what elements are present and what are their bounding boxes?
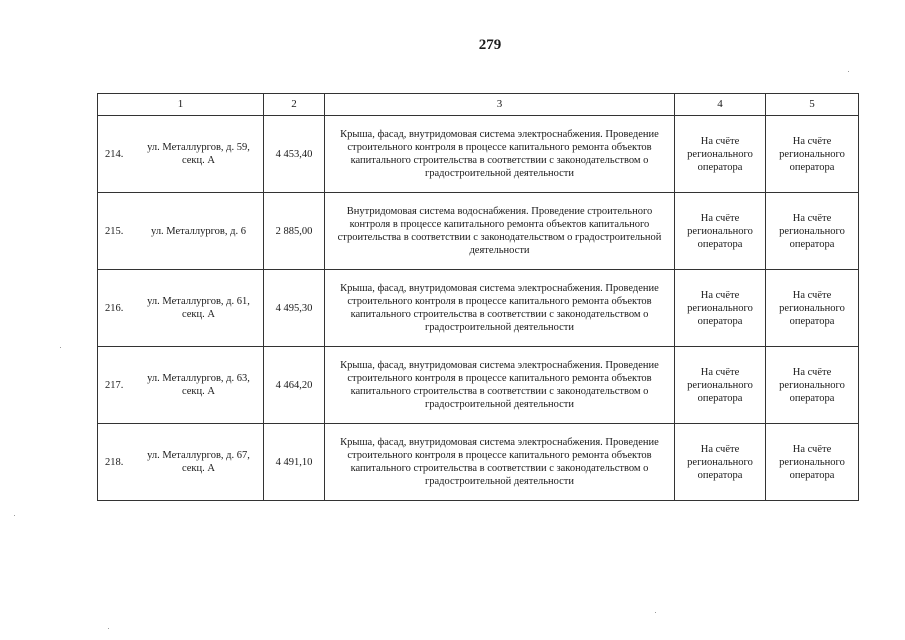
address-cell: [98, 116, 264, 193]
scan-speck: [655, 612, 656, 613]
column-header: 1: [98, 94, 264, 116]
cost-cell: 4 464,20: [264, 347, 325, 424]
table-row: [98, 193, 859, 270]
row-number: 214.: [105, 148, 124, 160]
funding-cell: На счёте регионального оператора: [766, 193, 859, 270]
column-header: 3: [325, 94, 675, 116]
address-text: ул. Металлургов, д. 61, секц. А: [147, 296, 250, 320]
works-cell: Крыша, фасад, внутридомовая система электроснабжения. Проведение строительного контроля в процессе капитального ремонта объектов капитального строительства в соответствии с законодательством о градостроительной деятельности: [325, 270, 675, 347]
works-cell: Внутридомовая система водоснабжения. Проведение строительного контроля в процессе капитального ремонта объектов капитального строительства в соответствии с законодательством о градостроительной деятельности: [325, 193, 675, 270]
row-number: 217.: [105, 379, 124, 391]
scan-speck: [848, 71, 849, 72]
address-cell: [98, 424, 264, 501]
table-row: [98, 424, 859, 501]
column-header: 4: [675, 94, 766, 116]
address-cell: [98, 193, 264, 270]
address-text: ул. Металлургов, д. 63, секц. А: [147, 373, 250, 397]
scan-speck: [60, 347, 61, 348]
address-text: ул. Металлургов, д. 67, секц. А: [147, 450, 250, 474]
address-cell: [98, 270, 264, 347]
scan-speck: [108, 628, 109, 629]
works-cell: Крыша, фасад, внутридомовая система электроснабжения. Проведение строительного контроля в процессе капитального ремонта объектов капитального строительства в соответствии с законодательством о градостроительной деятельности: [325, 424, 675, 501]
funding-cell: На счёте регионального оператора: [675, 193, 766, 270]
column-header: 2: [264, 94, 325, 116]
row-number: 218.: [105, 456, 124, 468]
table-row: [98, 116, 859, 193]
funding-cell: На счёте регионального оператора: [675, 347, 766, 424]
row-number: 215.: [105, 225, 124, 237]
funding-cell: На счёте регионального оператора: [766, 116, 859, 193]
funding-cell: На счёте регионального оператора: [766, 347, 859, 424]
works-cell: Крыша, фасад, внутридомовая система электроснабжения. Проведение строительного контроля в процессе капитального ремонта объектов капитального строительства в соответствии с законодательством о градостроительной деятельности: [325, 347, 675, 424]
column-header: 5: [766, 94, 859, 116]
funding-cell: На счёте регионального оператора: [766, 270, 859, 347]
table-row: [98, 270, 859, 347]
header-row: [98, 94, 859, 116]
table-row: [98, 347, 859, 424]
cost-cell: 2 885,00: [264, 193, 325, 270]
repair-table: [97, 93, 859, 501]
cost-cell: 4 453,40: [264, 116, 325, 193]
scan-speck: [14, 515, 15, 516]
address-cell: [98, 347, 264, 424]
cost-cell: 4 491,10: [264, 424, 325, 501]
funding-cell: На счёте регионального оператора: [766, 424, 859, 501]
page-number: 279: [478, 37, 502, 53]
address-text: ул. Металлургов, д. 59, секц. А: [147, 142, 250, 166]
funding-cell: На счёте регионального оператора: [675, 116, 766, 193]
funding-cell: На счёте регионального оператора: [675, 424, 766, 501]
cost-cell: 4 495,30: [264, 270, 325, 347]
works-cell: Крыша, фасад, внутридомовая система электроснабжения. Проведение строительного контроля в процессе капитального ремонта объектов капитального строительства в соответствии с законодательством о градостроительной деятельности: [325, 116, 675, 193]
address-text: ул. Металлургов, д. 6: [151, 225, 246, 237]
row-number: 216.: [105, 302, 124, 314]
funding-cell: На счёте регионального оператора: [675, 270, 766, 347]
